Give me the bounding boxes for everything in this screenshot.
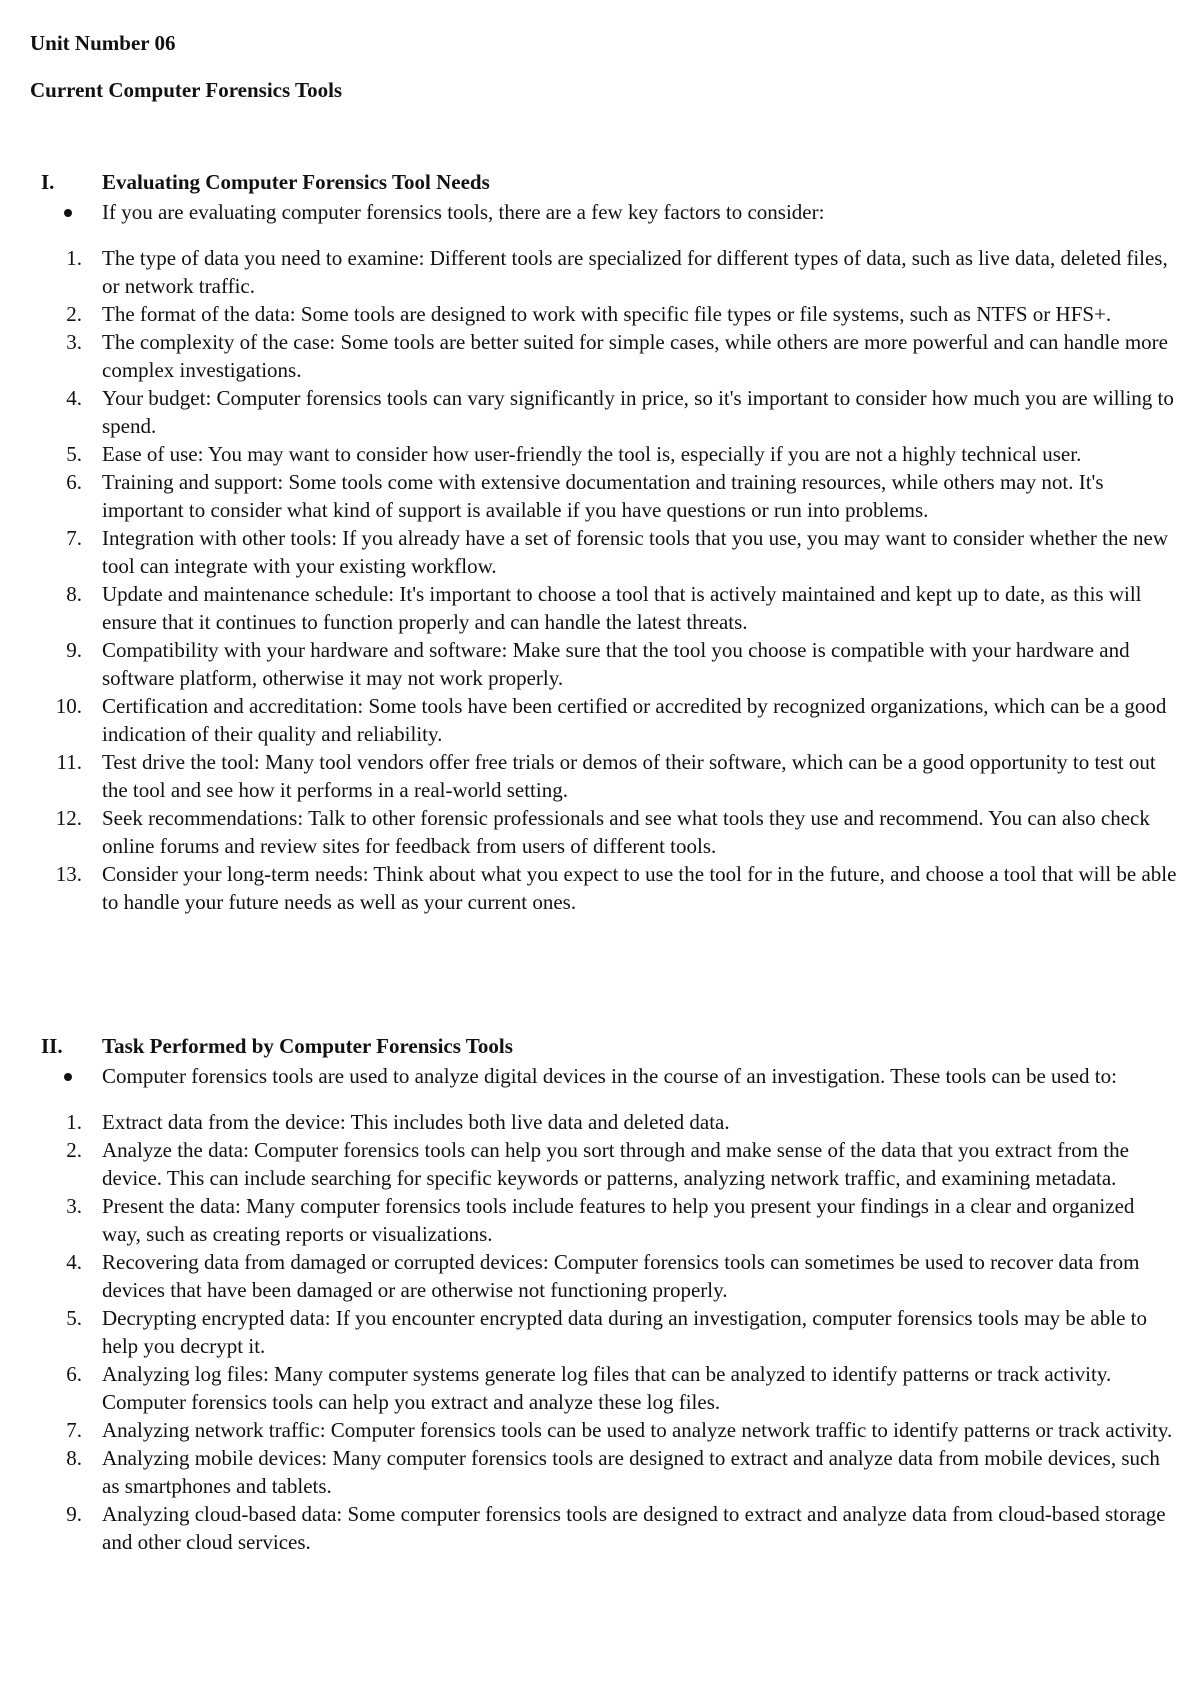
list-item-text: Certification and accreditation: Some tools have been certified or accredited by recognized organizations, which can be a good indication of their quality and reliability.: [102, 694, 1167, 746]
unit-number-title: Unit Number 06: [30, 31, 176, 55]
bullet-text: Computer forensics tools are used to analyze digital devices in the course of an investigation. These tools can be used to:: [102, 1064, 1117, 1088]
document-title: Current Computer Forensics Tools: [30, 78, 343, 102]
section-tasks-performed: [0, 1032, 1200, 1556]
list-item: [0, 636, 1200, 692]
list-item-text: Analyzing log files: Many computer systems generate log files that can be analyzed to identify patterns or track activity. Computer forensics tools can help you extract and analyze these log files.: [102, 1362, 1112, 1414]
list-item-number: 9.: [66, 638, 82, 662]
section-numeral: II.: [41, 1034, 63, 1058]
list-item-text: Analyzing mobile devices: Many computer forensics tools are designed to extract and analyze data from mobile devices, such as smartphones and tablets.: [102, 1446, 1160, 1498]
list-item: [0, 1500, 1200, 1556]
section-numeral: I.: [41, 170, 55, 194]
section-intro-bullet: [0, 198, 1200, 226]
list-item-number: 8.: [66, 582, 82, 606]
list-item-text: Training and support: Some tools come with extensive documentation and training resources, while others may not. It's important to consider what kind of support is available if you have questions or run into problems.: [102, 470, 1104, 522]
list-item-number: 7.: [66, 526, 82, 550]
section-intro-bullet: [0, 1062, 1200, 1090]
list-item: [0, 748, 1200, 804]
section-heading-text: Task Performed by Computer Forensics Tools: [102, 1034, 513, 1058]
list-item: [0, 1248, 1200, 1304]
list-item-text: Extract data from the device: This includes both live data and deleted data.: [102, 1110, 730, 1134]
list-item-number: 1.: [66, 1110, 82, 1134]
list-item-number: 9.: [66, 1502, 82, 1526]
list-item-text: Present the data: Many computer forensics tools include features to help you present your findings in a clear and organized way, such as creating reports or visualizations.: [102, 1194, 1135, 1246]
list-item: [0, 524, 1200, 580]
list-item-number: 2.: [66, 1138, 82, 1162]
bullet-text: If you are evaluating computer forensics tools, there are a few key factors to consider:: [102, 200, 825, 224]
section-heading: [0, 168, 1200, 196]
list-item-text: Integration with other tools: If you already have a set of forensic tools that you use, you may want to consider whether the new tool can integrate with your existing workflow.: [102, 526, 1169, 578]
factor-list: [0, 244, 1200, 916]
list-item: [0, 1360, 1200, 1416]
list-item-text: Update and maintenance schedule: It's important to choose a tool that is actively maintained and kept up to date, as this will ensure that it continues to function properly and can handle the latest threats.: [102, 582, 1142, 634]
section-heading: [0, 1032, 1200, 1060]
list-item: [0, 1108, 1200, 1136]
bullet-dot-icon: [64, 1073, 72, 1081]
list-item-number: 13.: [55, 862, 82, 886]
list-item: [0, 244, 1200, 300]
list-item-text: Seek recommendations: Talk to other forensic professionals and see what tools they use and recommend. You can also check online forums and review sites for feedback from users of different tools.: [102, 806, 1150, 858]
list-item-text: Ease of use: You may want to consider how user-friendly the tool is, especially if you are not a highly technical user.: [102, 442, 1082, 466]
list-item-text: The type of data you need to examine: Different tools are specialized for different types of data, such as live data, deleted files, or network traffic.: [102, 246, 1168, 298]
list-item-number: 3.: [66, 1194, 82, 1218]
list-item-number: 6.: [66, 470, 82, 494]
list-item-text: Consider your long-term needs: Think about what you expect to use the tool for in the future, and choose a tool that will be able to handle your future needs as well as your current ones.: [102, 862, 1177, 914]
task-list: [0, 1108, 1200, 1556]
list-item: [0, 468, 1200, 524]
list-item: [0, 804, 1200, 860]
bullet-dot-icon: [64, 209, 72, 217]
list-item-text: Recovering data from damaged or corrupted devices: Computer forensics tools can sometimes be used to recover data from devices that have been damaged or are otherwise not functioning properly.: [102, 1250, 1140, 1302]
list-item-text: Test drive the tool: Many tool vendors offer free trials or demos of their software, which can be a good opportunity to test out the tool and see how it performs in a real-world setting.: [102, 750, 1156, 802]
list-item-number: 8.: [66, 1446, 82, 1470]
list-item: [0, 580, 1200, 636]
list-item-number: 11.: [56, 750, 82, 774]
list-item: [0, 1416, 1200, 1444]
list-item-number: 5.: [66, 1306, 82, 1330]
section-evaluating-tool-needs: [0, 168, 1200, 916]
list-item-text: The format of the data: Some tools are designed to work with specific file types or file systems, such as NTFS or HFS+.: [102, 302, 1112, 326]
list-item: [0, 692, 1200, 748]
list-item: [0, 1136, 1200, 1192]
section-heading-text: Evaluating Computer Forensics Tool Needs: [102, 170, 490, 194]
list-item-number: 10.: [55, 694, 82, 718]
list-item: [0, 1304, 1200, 1360]
list-item-number: 2.: [66, 302, 82, 326]
list-item-number: 5.: [66, 442, 82, 466]
list-item-text: Analyze the data: Computer forensics tools can help you sort through and make sense of the data that you extract from the device. This can include searching for specific keywords or patterns, analyzing network traffic, and examining metadata.: [102, 1138, 1129, 1190]
list-item-text: Decrypting encrypted data: If you encounter encrypted data during an investigation, computer forensics tools may be able to help you decrypt it.: [102, 1306, 1147, 1358]
list-item-number: 4.: [66, 1250, 82, 1274]
list-item: [0, 860, 1200, 916]
list-item: [0, 328, 1200, 384]
list-item-text: Your budget: Computer forensics tools can vary significantly in price, so it's important to consider how much you are willing to spend.: [102, 386, 1174, 438]
list-item-number: 6.: [66, 1362, 82, 1386]
list-item-text: The complexity of the case: Some tools are better suited for simple cases, while others are more powerful and can handle more complex investigations.: [102, 330, 1168, 382]
list-item-text: Compatibility with your hardware and software: Make sure that the tool you choose is compatible with your hardware and software platform, otherwise it may not work properly.: [102, 638, 1130, 690]
list-item-text: Analyzing network traffic: Computer forensics tools can be used to analyze network traffic to identify patterns or track activity.: [102, 1418, 1173, 1442]
list-item-number: 3.: [66, 330, 82, 354]
list-item: [0, 1444, 1200, 1500]
list-item: [0, 384, 1200, 440]
list-item: [0, 1192, 1200, 1248]
list-item: [0, 300, 1200, 328]
list-item-text: Analyzing cloud-based data: Some computer forensics tools are designed to extract and analyze data from cloud-based storage and other cloud services.: [102, 1502, 1166, 1554]
list-item-number: 12.: [55, 806, 82, 830]
list-item-number: 4.: [66, 386, 82, 410]
list-item-number: 7.: [66, 1418, 82, 1442]
list-item-number: 1.: [66, 246, 82, 270]
list-item: [0, 440, 1200, 468]
